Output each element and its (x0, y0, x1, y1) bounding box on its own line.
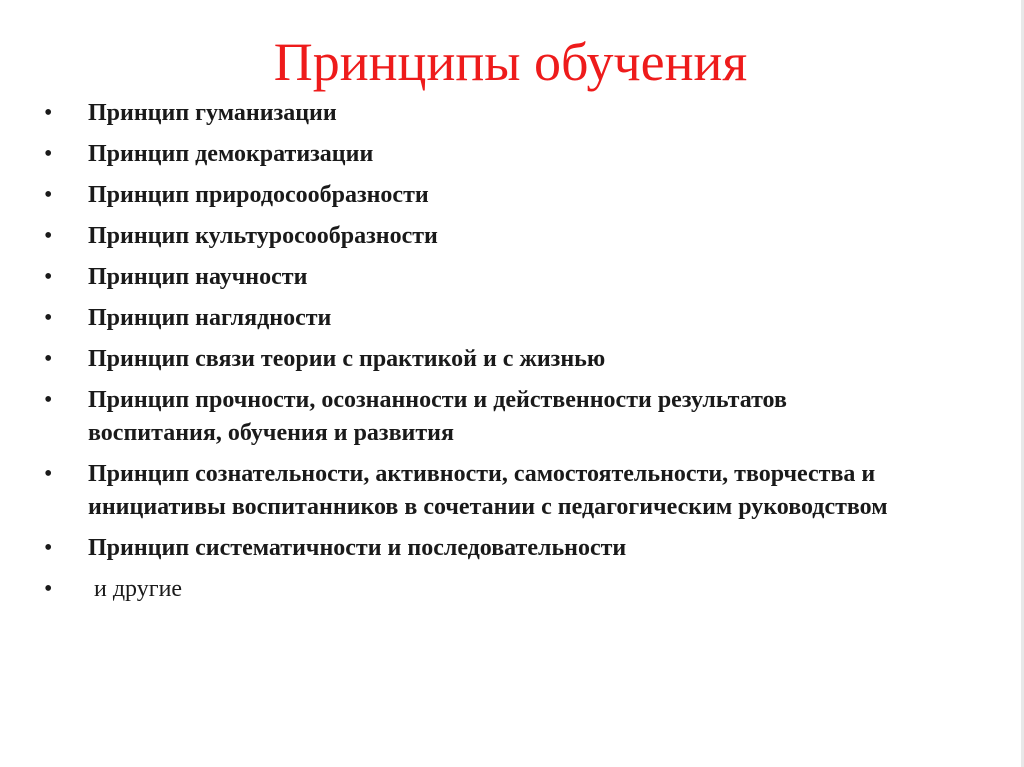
list-item-text: Принцип наглядности (88, 305, 332, 331)
bullet: • (44, 535, 53, 561)
list-item (44, 138, 924, 171)
bullet: • (44, 100, 53, 126)
list-item (44, 179, 924, 212)
bullet: • (44, 305, 53, 331)
list-item (44, 573, 924, 606)
list-item-text: и другие (94, 576, 183, 602)
bullet: • (44, 576, 53, 602)
bullet: • (44, 264, 53, 290)
list-item (44, 302, 924, 335)
list-item-text: Принцип природосообразности (88, 182, 429, 208)
list-item (44, 343, 924, 376)
bullet: • (44, 141, 53, 167)
list-item-text: Принцип научности (88, 264, 308, 290)
bullet: • (44, 223, 53, 249)
bullet: • (44, 182, 53, 208)
list-item (44, 458, 924, 524)
list-item-text: Принцип демократизации (88, 141, 374, 167)
list-item (44, 97, 924, 130)
list-item (44, 220, 924, 253)
slide-title: Принципы обучения (273, 32, 748, 92)
list-item (44, 261, 924, 294)
list-item (44, 384, 924, 450)
bullet: • (44, 387, 53, 413)
list-item (44, 532, 924, 565)
list-item-text: Принцип сознательности, активности, самостоятельности, творчества и инициативы воспитанников в сочетании с педагогическим руководством (88, 461, 888, 520)
list-item-text: Принцип культуросообразности (88, 223, 438, 249)
list-item-text: Принцип гуманизации (88, 100, 337, 126)
bullet: • (44, 461, 53, 487)
list-item-text: Принцип связи теории с практикой и с жизнью (88, 346, 606, 372)
list-item-text: Принцип систематичности и последовательности (88, 535, 627, 561)
list-item-text: Принцип прочности, осознанности и действенности результатов воспитания, обучения и развития (88, 387, 787, 446)
bullet: • (44, 346, 53, 372)
principles-list (44, 97, 924, 614)
